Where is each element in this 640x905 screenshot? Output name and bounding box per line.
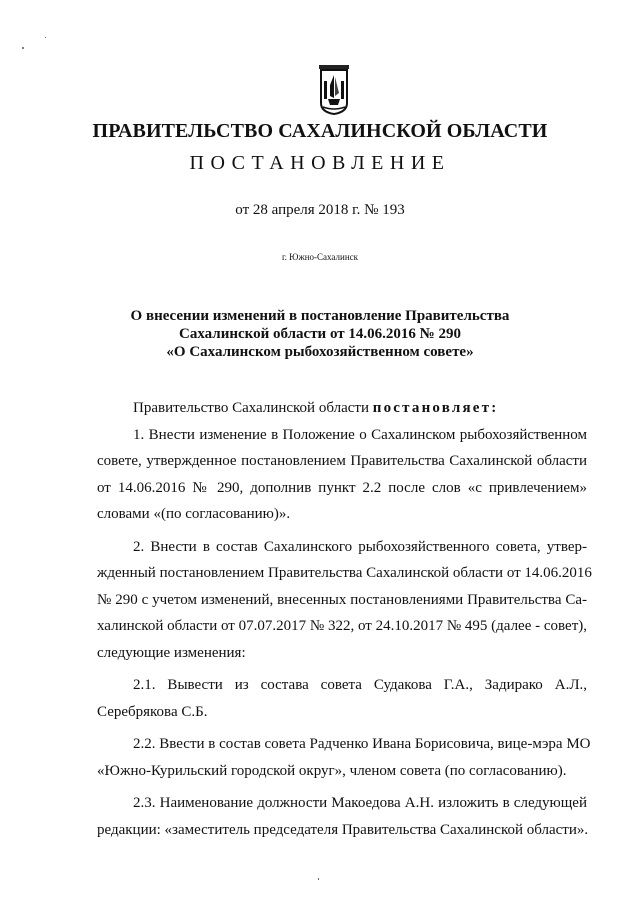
paragraph-line: редакции: «заместитель председателя Правительства Сахалинской области». — [97, 821, 589, 838]
paragraph-line: Серебрякова С.Б. — [97, 703, 208, 720]
subject-line: Сахалинской области от 14.06.2016 № 290 — [179, 326, 461, 342]
paragraph-2 — [97, 534, 592, 667]
paragraph-line: от 14.06.2016 № 290, дополнив пункт 2.2 после слов «с привлечением» — [97, 479, 587, 496]
paragraph-line: «Южно-Курильский городской округ», членом совета (по согласованию). — [97, 762, 567, 779]
paragraph-line: № 290 с учетом изменений, внесенных постановлениями Правительства Са- — [97, 591, 587, 608]
resolves-keyword: постановляет: — [372, 400, 499, 416]
paragraph-line: словами «(по согласованию)». — [97, 506, 291, 522]
sakhalin-coat-of-arms-icon — [318, 63, 350, 115]
document-type: ПОСТАНОВЛЕНИЕ — [189, 152, 451, 174]
paragraph-2-3 — [97, 790, 587, 843]
government-title: ПРАВИТЕЛЬСТВО САХАЛИНСКОЙ ОБЛАСТИ — [92, 120, 548, 142]
paragraph-line: 2. Внести в состав Сахалинского рыбохозяйственного совета, утвер- — [133, 538, 587, 555]
paragraph-line: халинской области от 07.07.2017 № 322, от 24.10.2017 № 495 (далее - совет), — [97, 618, 587, 634]
subject-line: О внесении изменений в постановление Правительства — [130, 308, 510, 324]
document-subject — [0, 307, 640, 361]
paragraph-line: совете, утвержденное постановлением Правительства Сахалинской области — [97, 453, 587, 469]
paragraph-1 — [97, 422, 587, 528]
scan-speck — [22, 47, 24, 49]
paragraph-line: жденный постановлением Правительства Сахалинской области от 14.06.2016 — [97, 565, 592, 581]
subject-line: «О Сахалинском рыбохозяйственном совете» — [166, 344, 474, 360]
paragraph-line: 1. Внести изменение в Положение о Сахалинском рыбохозяйственном — [133, 426, 587, 443]
intro-text: Правительство Сахалинской области — [133, 400, 373, 416]
paragraph-line: 2.2. Ввести в состав совета Радченко Ивана Борисовича, вице-мэра МО — [133, 736, 591, 752]
scan-speck — [45, 37, 46, 38]
paragraph-2-1 — [97, 672, 587, 725]
scan-speck — [318, 878, 319, 880]
paragraph-2-2 — [97, 731, 591, 784]
paragraph-line: следующие изменения: — [97, 644, 246, 661]
document-body — [97, 395, 592, 843]
document-date-number: от 28 апреля 2018 г. № 193 — [235, 202, 405, 218]
intro-paragraph — [97, 395, 587, 422]
paragraph-line: 2.3. Наименование должности Макоедова А.Н. изложить в следующей — [133, 795, 587, 811]
paragraph-line: 2.1. Вывести из состава совета Судакова Г.А., Задирако А.Л., — [133, 677, 587, 693]
document-city: г. Южно-Сахалинск — [281, 252, 358, 262]
